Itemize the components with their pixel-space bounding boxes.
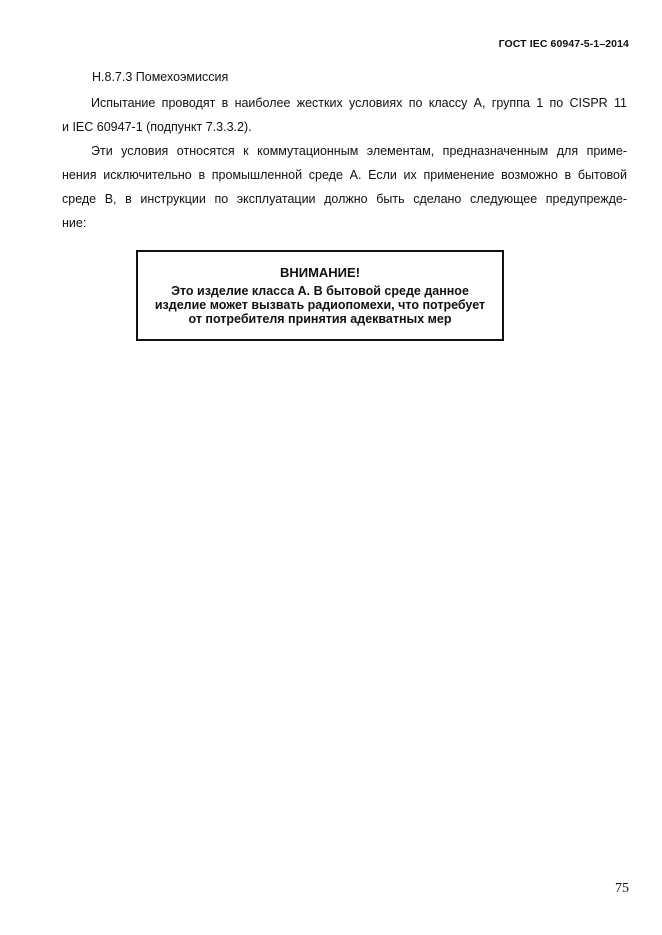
warning-text bbox=[138, 284, 502, 326]
document-header-code: ГОСТ IEC 60947-5-1–2014 bbox=[498, 38, 629, 50]
section-title: Н.8.7.3 Помехоэмиссия bbox=[92, 70, 229, 84]
paragraph-line: Эти условия относятся к коммутационным элементам, предназначенным для приме- bbox=[91, 144, 627, 158]
paragraph-industrial-environment bbox=[62, 139, 627, 235]
paragraph-line: и IEC 60947-1 (подпункт 7.3.3.2). bbox=[62, 120, 252, 134]
paragraph-line: нения исключительно в промышленной среде А. Если их применение возможно в бытовой bbox=[62, 168, 627, 182]
warning-line: Это изделие класса А. В бытовой среде данное bbox=[171, 284, 469, 298]
paragraph-line: Испытание проводят в наиболее жестких условиях по классу А, группа 1 по CISPR 11 bbox=[91, 96, 627, 110]
warning-title: ВНИМАНИЕ! bbox=[279, 265, 361, 280]
paragraph-test-conditions bbox=[62, 91, 627, 139]
page-number: 75 bbox=[615, 881, 629, 896]
warning-box bbox=[136, 250, 504, 341]
warning-line: от потребителя принятия адекватных мер bbox=[188, 312, 452, 326]
paragraph-line: ние: bbox=[62, 216, 87, 230]
warning-line: изделие может вызвать радиопомехи, что потребует bbox=[154, 298, 486, 312]
paragraph-line: среде В, в инструкции по эксплуатации должно быть сделано следующее предупрежде- bbox=[62, 192, 627, 206]
